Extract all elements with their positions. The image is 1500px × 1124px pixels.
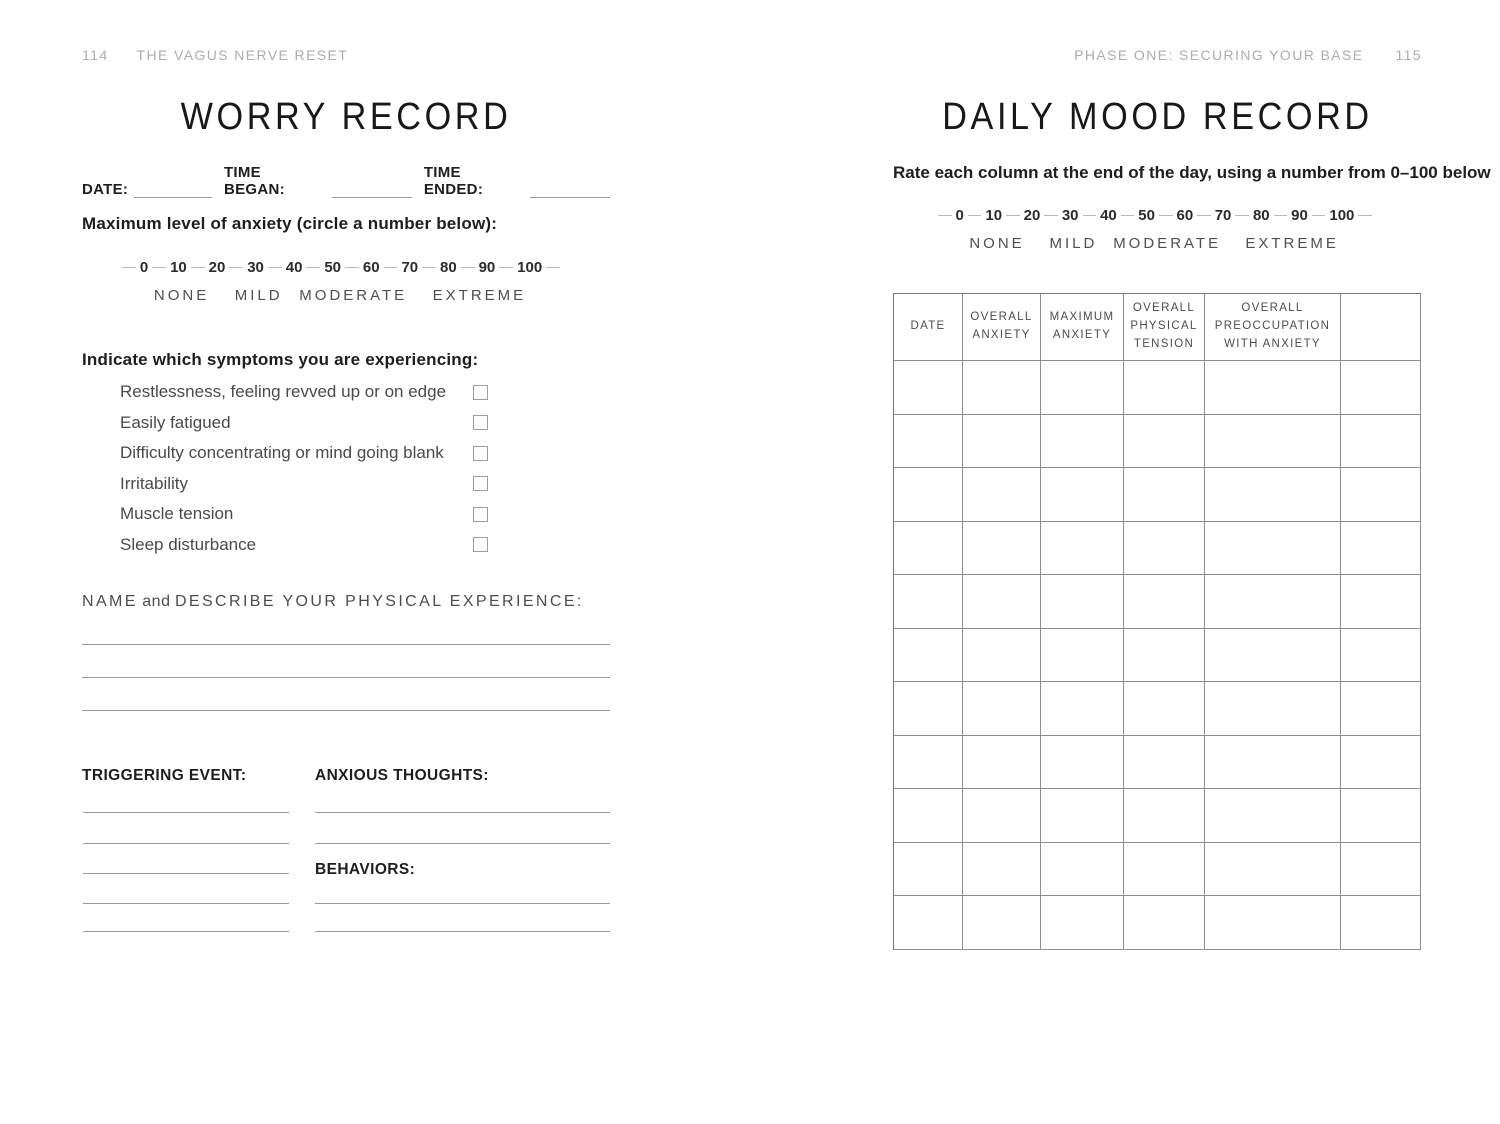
scale-dash (229, 267, 243, 268)
worry-record-page (82, 0, 610, 1124)
mood-table-empty-cell (1041, 682, 1124, 736)
mood-table-empty-cell (1124, 682, 1205, 736)
anxiety-scale (122, 258, 560, 307)
mood-table-header-cell: DATE (894, 294, 963, 361)
scale-severity-label: MODERATE (299, 287, 408, 304)
mood-table-empty-cell (1341, 575, 1421, 629)
rating-instruction: Rate each column at the end of the day, using a number from 0–100 below (893, 163, 1491, 182)
scale-dash (1274, 215, 1288, 216)
scale-severity-label: MODERATE (1113, 235, 1222, 252)
page-title: WORRY RECORD (180, 96, 512, 138)
writing-line (83, 843, 289, 844)
symptoms-prompt: Indicate which symptoms you are experiencing: (82, 350, 479, 369)
mood-table-empty-cell (894, 575, 963, 629)
writing-line (83, 931, 289, 932)
physical-heading-name: NAME (82, 593, 138, 610)
mood-table-header-cell (1341, 294, 1421, 361)
scale-severity-label: NONE (153, 287, 210, 304)
scale-dash (122, 267, 136, 268)
running-head-left (82, 47, 610, 63)
physical-heading-and: and (142, 593, 171, 610)
mood-table-empty-cell (1124, 522, 1205, 576)
scale-severity-label: MILD (234, 287, 283, 304)
scale-dash (1235, 215, 1249, 216)
mood-table-empty-cell (1341, 896, 1421, 950)
mood-table-empty-cell (963, 682, 1041, 736)
scale-number: 0 (955, 206, 964, 224)
writing-line (83, 873, 289, 874)
mood-table-empty-cell (1341, 468, 1421, 522)
mood-table-empty-cell (1041, 361, 1124, 415)
mood-table-empty-cell (1341, 361, 1421, 415)
mood-table-empty-cell (1205, 629, 1341, 683)
mood-table-empty-cell (1341, 629, 1421, 683)
daily-mood-record-page (893, 0, 1491, 1124)
symptom-checkbox (473, 537, 488, 552)
scale-number: 60 (1176, 206, 1194, 224)
scale-number: 70 (401, 258, 419, 276)
scale-number: 40 (285, 258, 303, 276)
scale-number: 50 (324, 258, 342, 276)
scale-severity-label: EXTREME (1245, 235, 1339, 252)
mood-table-empty-cell (963, 468, 1041, 522)
scale-number: 10 (170, 258, 187, 276)
mood-table-empty-cell (963, 843, 1041, 897)
scale-number: 80 (440, 258, 457, 276)
date-time-row (82, 164, 610, 198)
symptoms-list (120, 377, 610, 560)
mood-table-empty-cell (1205, 789, 1341, 843)
writing-line (82, 710, 610, 711)
mood-table-empty-cell (1341, 522, 1421, 576)
scale-number: 100 (1329, 206, 1355, 224)
scale-dash (152, 267, 166, 268)
scale-number: 30 (247, 258, 264, 276)
symptom-row (120, 438, 610, 469)
physical-experience-heading (82, 593, 584, 611)
time-began-label: TIME BEGAN: (223, 164, 285, 198)
mood-table-header-cell: OVERALL PHYSICAL TENSION (1124, 294, 1205, 361)
mood-table-empty-cell (1124, 843, 1205, 897)
scale-dash (306, 267, 320, 268)
symptom-checkbox (473, 385, 488, 400)
mood-table-empty-cell (894, 468, 963, 522)
symptom-checkbox (473, 446, 488, 461)
scale-dash (968, 215, 982, 216)
symptom-checkbox (473, 415, 488, 430)
mood-table-empty-cell (1041, 468, 1124, 522)
time-ended-blank-line (530, 181, 610, 198)
scale-number: 90 (1291, 206, 1308, 224)
scale-number: 50 (1138, 206, 1155, 224)
scale-dash (1197, 215, 1211, 216)
running-head-right (893, 47, 1422, 63)
mood-table-empty-cell (963, 361, 1041, 415)
daily-mood-table (893, 293, 1421, 950)
spacer (1363, 47, 1395, 63)
scale-severity-labels (938, 235, 1372, 255)
mood-table-empty-cell (1124, 361, 1205, 415)
mood-table-empty-cell (1041, 789, 1124, 843)
triggering-event-label: TRIGGERING EVENT: (82, 767, 247, 784)
physical-heading-caps: DESCRIBE YOUR PHYSICAL EXPERIENCE: (174, 593, 584, 610)
scale-dash (1083, 215, 1097, 216)
mood-table-empty-cell (1205, 736, 1341, 790)
mood-table-empty-cell (963, 736, 1041, 790)
writing-line (315, 812, 610, 813)
page-number: 115 (1395, 47, 1422, 63)
writing-line (82, 677, 610, 678)
symptom-label: Easily fatigued (120, 412, 231, 432)
scale-dash (461, 267, 475, 268)
mood-table-empty-cell (894, 629, 963, 683)
mood-table-empty-cell (1205, 682, 1341, 736)
anxious-thoughts-label: ANXIOUS THOUGHTS: (315, 767, 489, 784)
mood-table-empty-cell (1124, 468, 1205, 522)
scale-severity-label: NONE (969, 235, 1025, 252)
writing-line (82, 644, 610, 645)
mood-table-empty-cell (1341, 736, 1421, 790)
mood-table-empty-cell (1205, 896, 1341, 950)
page-title: DAILY MOOD RECORD (942, 96, 1373, 138)
scale-dash (1159, 215, 1173, 216)
scale-number: 40 (1100, 206, 1117, 224)
behaviors-label: BEHAVIORS: (315, 861, 416, 878)
writing-line (315, 931, 610, 932)
mood-table-empty-cell (1341, 415, 1421, 469)
scale-dash (938, 215, 952, 216)
chapter-title: PHASE ONE: SECURING YOUR BASE (1074, 47, 1364, 63)
writing-line (315, 903, 610, 904)
mood-table-empty-cell (1124, 896, 1205, 950)
mood-table-empty-cell (894, 415, 963, 469)
scale-dash (345, 267, 359, 268)
mood-table-empty-cell (963, 896, 1041, 950)
symptom-row (120, 530, 610, 561)
scale-severity-labels (122, 287, 560, 307)
mood-table-empty-cell (894, 896, 963, 950)
symptom-checkbox (473, 507, 488, 522)
mood-table-empty-cell (1205, 522, 1341, 576)
scale-severity-label: EXTREME (432, 287, 527, 304)
symptom-label: Irritability (120, 473, 189, 493)
scale-number: 70 (1214, 206, 1232, 224)
mood-table-empty-cell (1041, 575, 1124, 629)
symptom-label: Muscle tension (120, 504, 234, 524)
mood-table-empty-cell (1341, 843, 1421, 897)
mood-table-empty-cell (963, 522, 1041, 576)
scale-number: 0 (139, 258, 149, 276)
mood-table-empty-cell (894, 736, 963, 790)
mood-table-empty-cell (894, 682, 963, 736)
scale-number-line (122, 258, 560, 276)
page-number: 114 (82, 47, 109, 63)
scale-dash (191, 267, 205, 268)
time-began-blank-line (332, 181, 412, 198)
date-blank-line (134, 181, 212, 198)
scale-dash (1358, 215, 1372, 216)
date-label: DATE: (82, 181, 129, 198)
mood-table-header-cell: MAXIMUM ANXIETY (1041, 294, 1124, 361)
writing-line (83, 903, 289, 904)
scale-dash (546, 267, 560, 268)
spacer (109, 47, 137, 63)
scale-severity-label: MILD (1049, 235, 1098, 252)
mood-table-empty-cell (1341, 682, 1421, 736)
mood-table-empty-cell (894, 789, 963, 843)
mood-table-empty-cell (963, 415, 1041, 469)
mood-table-empty-cell (1041, 415, 1124, 469)
scale-dash (384, 267, 398, 268)
mood-table-empty-cell (963, 789, 1041, 843)
scale-number: 30 (1061, 206, 1079, 224)
scale-number-line (938, 206, 1372, 224)
symptom-row (120, 408, 610, 439)
mood-table-empty-cell (1205, 361, 1341, 415)
mood-table-empty-cell (963, 575, 1041, 629)
time-ended-label: TIME ENDED: (423, 164, 484, 198)
symptom-label: Restlessness, feeling revved up or on edge (120, 382, 447, 402)
mood-table-empty-cell (1041, 522, 1124, 576)
writing-line (83, 812, 289, 813)
scale-number: 20 (208, 258, 226, 276)
mood-table-empty-cell (1041, 843, 1124, 897)
mood-table-empty-cell (894, 361, 963, 415)
scale-number: 60 (362, 258, 380, 276)
symptom-row (120, 377, 610, 408)
writing-line (315, 843, 610, 844)
scale-number: 80 (1252, 206, 1270, 224)
scale-dash (422, 267, 436, 268)
anxiety-scale (938, 206, 1372, 255)
mood-table-header-cell: OVERALL ANXIETY (963, 294, 1041, 361)
scale-dash (1044, 215, 1058, 216)
scale-number: 90 (478, 258, 496, 276)
scale-dash (268, 267, 282, 268)
symptom-checkbox (473, 476, 488, 491)
scale-dash (1312, 215, 1326, 216)
mood-table-empty-cell (1124, 736, 1205, 790)
symptom-row (120, 499, 610, 530)
book-title: THE VAGUS NERVE RESET (136, 47, 349, 63)
anxiety-prompt: Maximum level of anxiety (circle a number below): (82, 214, 498, 233)
mood-table-empty-cell (1124, 575, 1205, 629)
mood-table-empty-cell (1124, 789, 1205, 843)
mood-table-empty-cell (1041, 629, 1124, 683)
scale-number: 10 (985, 206, 1003, 224)
scale-dash (1006, 215, 1020, 216)
scale-number: 100 (517, 258, 543, 276)
mood-table-empty-cell (1041, 896, 1124, 950)
mood-table-empty-cell (1124, 629, 1205, 683)
symptom-row (120, 469, 610, 500)
mood-table-empty-cell (1205, 843, 1341, 897)
mood-table-empty-cell (1205, 575, 1341, 629)
scale-number: 20 (1023, 206, 1041, 224)
mood-table-empty-cell (894, 843, 963, 897)
symptom-label: Difficulty concentrating or mind going blank (120, 443, 444, 463)
symptom-label: Sleep disturbance (120, 534, 257, 554)
mood-table-empty-cell (1205, 468, 1341, 522)
mood-table-empty-cell (963, 629, 1041, 683)
mood-table-empty-cell (1341, 789, 1421, 843)
mood-table-empty-cell (894, 522, 963, 576)
mood-table-empty-cell (1124, 415, 1205, 469)
scale-dash (499, 267, 513, 268)
mood-table-empty-cell (1205, 415, 1341, 469)
scale-dash (1121, 215, 1135, 216)
mood-table-empty-cell (1041, 736, 1124, 790)
mood-table-header-cell: OVERALL PREOCCUPATION WITH ANXIETY (1205, 294, 1341, 361)
